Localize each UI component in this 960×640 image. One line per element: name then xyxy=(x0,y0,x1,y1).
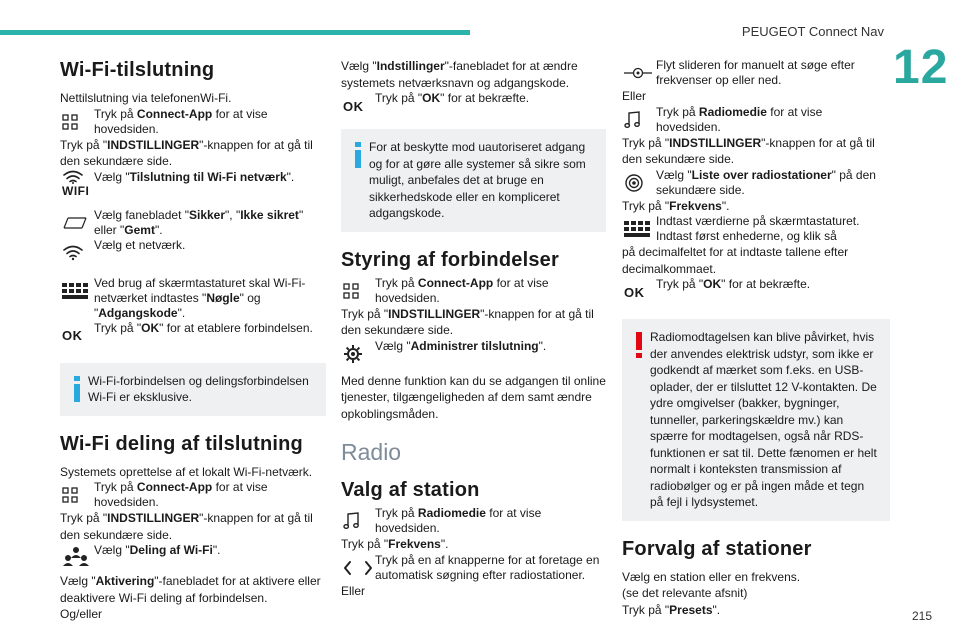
paragraph: Vælg "Indstillinger"-fanebladet for at ændre systemets netværksnavn og adgangskode. xyxy=(341,59,578,90)
keyboard-icon xyxy=(60,276,94,306)
column-2 xyxy=(341,58,606,599)
apps-grid-icon xyxy=(60,107,94,137)
column-1 xyxy=(60,58,326,623)
heading-station: Valg af station xyxy=(341,479,480,501)
step-select-tab: Vælg fanebladet "Sikker", "Ikke sikret" eller "Gemt". xyxy=(60,208,326,238)
chapter-number: 12 xyxy=(893,41,949,94)
heading-wifi-share: Wi-Fi deling af tilslutning xyxy=(60,432,303,455)
paragraph: Vælg "Aktivering"-fanebladet for at aktivere eller deaktivere Wi-Fi deling af forbindelsen. xyxy=(60,574,321,605)
warning-icon xyxy=(628,329,650,511)
step-keyboard: Ved brug af skærmtastaturet skal Wi-Fi-netværket indtastes "Nøgle" og "Adgangskode". xyxy=(60,276,326,321)
paragraph: Tryk på "Frekvens". xyxy=(622,198,730,213)
step-auto-search: Tryk på en af knapperne for at foretage en automatisk søgning efter radiostationer. xyxy=(341,553,606,583)
header-title: PEUGEOT Connect Nav xyxy=(741,24,884,39)
heading-radio: Radio xyxy=(341,439,402,465)
heading-wifi: Wi-Fi-tilslutning xyxy=(60,59,215,81)
keyboard-icon xyxy=(622,214,656,244)
step-wifi-share: Vælg "Deling af Wi-Fi". xyxy=(60,543,326,573)
info-icon xyxy=(347,139,369,222)
paragraph: Eller xyxy=(341,583,366,598)
users-share-icon xyxy=(60,543,94,573)
header-accent-bar xyxy=(0,30,470,35)
music-note-icon xyxy=(622,105,656,135)
paragraph: Nettilslutning via telefonenWi-Fi. xyxy=(60,91,232,105)
page-number: 215 xyxy=(912,609,933,623)
paragraph: på decimalfeltet for at indtaste tallene efter decimalkommaet. xyxy=(622,245,849,276)
info-icon xyxy=(66,373,88,406)
paragraph: Tryk på "INDSTILLINGER"-knappen for at gå til den sekundære side. xyxy=(60,137,313,168)
ok-text-icon: OK xyxy=(343,98,364,114)
info-note: Wi-Fi-forbindelsen og delingsforbindelsen Wi-Fi er eksklusive. xyxy=(60,363,326,416)
warning-note: Radiomodtagelsen kan blive påvirket, hvis der anvendes elektrisk udstyr, som ikke er godkendt af mærket som f.eks. en USB-oplader, der er tilsluttet 12 V-kontakten. De ydre omgivelser (bakker, bygninger, tunneller, parkeringskældre mv.) kan spærre for modtagelsen, også når RDS-funktionen er sat til. Dette fænomen er helt normalt i konteksten transmission af radiobølger og er på ingen måde et tegn på fejl i lydsystemet. xyxy=(622,319,890,521)
wifi-text-icon: WIFI xyxy=(60,170,94,204)
paragraph: Vælg en station eller en frekvens. xyxy=(622,569,801,584)
step-connect-app: Tryk på Connect-App for at vise hovedsiden. xyxy=(341,276,606,306)
step-select-network: Vælg et netværk. xyxy=(60,238,326,268)
paragraph: Systemets oprettelse af et lokalt Wi-Fi-netværk. xyxy=(60,464,313,479)
slider-icon xyxy=(622,58,656,88)
step-radiomedia: Tryk på Radiomedie for at vise hovedsiden. xyxy=(341,506,606,536)
wifi-icon xyxy=(60,238,94,268)
step-connect-app: Tryk på Connect-App for at vise hovedsiden. xyxy=(60,107,326,137)
step-ok: OK Tryk på "OK" for at etablere forbindelsen. xyxy=(60,321,326,351)
key-icon xyxy=(60,208,94,238)
step-radiomedia: Tryk på Radiomedie for at vise hovedsiden. xyxy=(622,105,890,135)
ok-text-icon: OK xyxy=(624,284,645,300)
step-station-list: Vælg "Liste over radiostationer" på den sekundære side. xyxy=(622,168,890,198)
radio-signal-icon xyxy=(622,168,656,198)
paragraph: Tryk på "Frekvens". xyxy=(341,537,449,551)
paragraph: Og/eller xyxy=(60,607,103,621)
column-3 xyxy=(622,58,890,618)
info-note: For at beskytte mod uautoriseret adgang og for at gøre alle systemer så sikre som muligt, anbefales det at bruge en sikkerhedskode eller en kompliceret adgangskode. xyxy=(341,129,606,232)
step-ok: OK Tryk på "OK" for at bekræfte. xyxy=(341,91,606,121)
paragraph: Eller xyxy=(622,89,647,103)
paragraph: Tryk på "INDSTILLINGER"-knappen for at gå til den sekundære side. xyxy=(60,511,313,542)
music-note-icon xyxy=(341,506,375,536)
chevron-left-right-icon xyxy=(341,553,375,583)
apps-grid-icon xyxy=(60,480,94,510)
step-slider: Flyt slideren for manuelt at søge efter frekvenser op eller ned. xyxy=(622,58,890,88)
heading-presets: Forvalg af stationer xyxy=(622,537,812,560)
ok-text-icon: OK xyxy=(62,328,83,343)
gear-icon xyxy=(341,339,375,369)
paragraph: Med denne funktion kan du se adgangen til online tjenester, tilgængeligheden af dem samt ændre opkoblingsmåden. xyxy=(341,373,606,421)
apps-grid-icon xyxy=(341,276,375,306)
paragraph: Tryk på "INDSTILLINGER"-knappen for at gå til den sekundære side. xyxy=(622,135,875,166)
step-ok: OK Tryk på "OK" for at bekræfte. xyxy=(622,277,890,307)
paragraph: Tryk på "INDSTILLINGER"-knappen for at gå til den sekundære side. xyxy=(341,306,594,337)
step-connect-app: Tryk på Connect-App for at vise hovedsiden. xyxy=(60,480,326,510)
step-wifi-network: WIFI Vælg "Tilslutning til Wi-Fi netværk". xyxy=(60,170,326,204)
heading-connections: Styring af forbindelser xyxy=(341,248,559,271)
step-keyboard: Indtast værdierne på skærmtastaturet. Indtast først enhederne, og klik så xyxy=(622,214,890,244)
paragraph: (se det relevante afsnit) xyxy=(622,586,748,600)
paragraph: Tryk på "Presets". xyxy=(622,602,721,617)
step-manage-connection: Vælg "Administrer tilslutning". xyxy=(341,339,606,369)
